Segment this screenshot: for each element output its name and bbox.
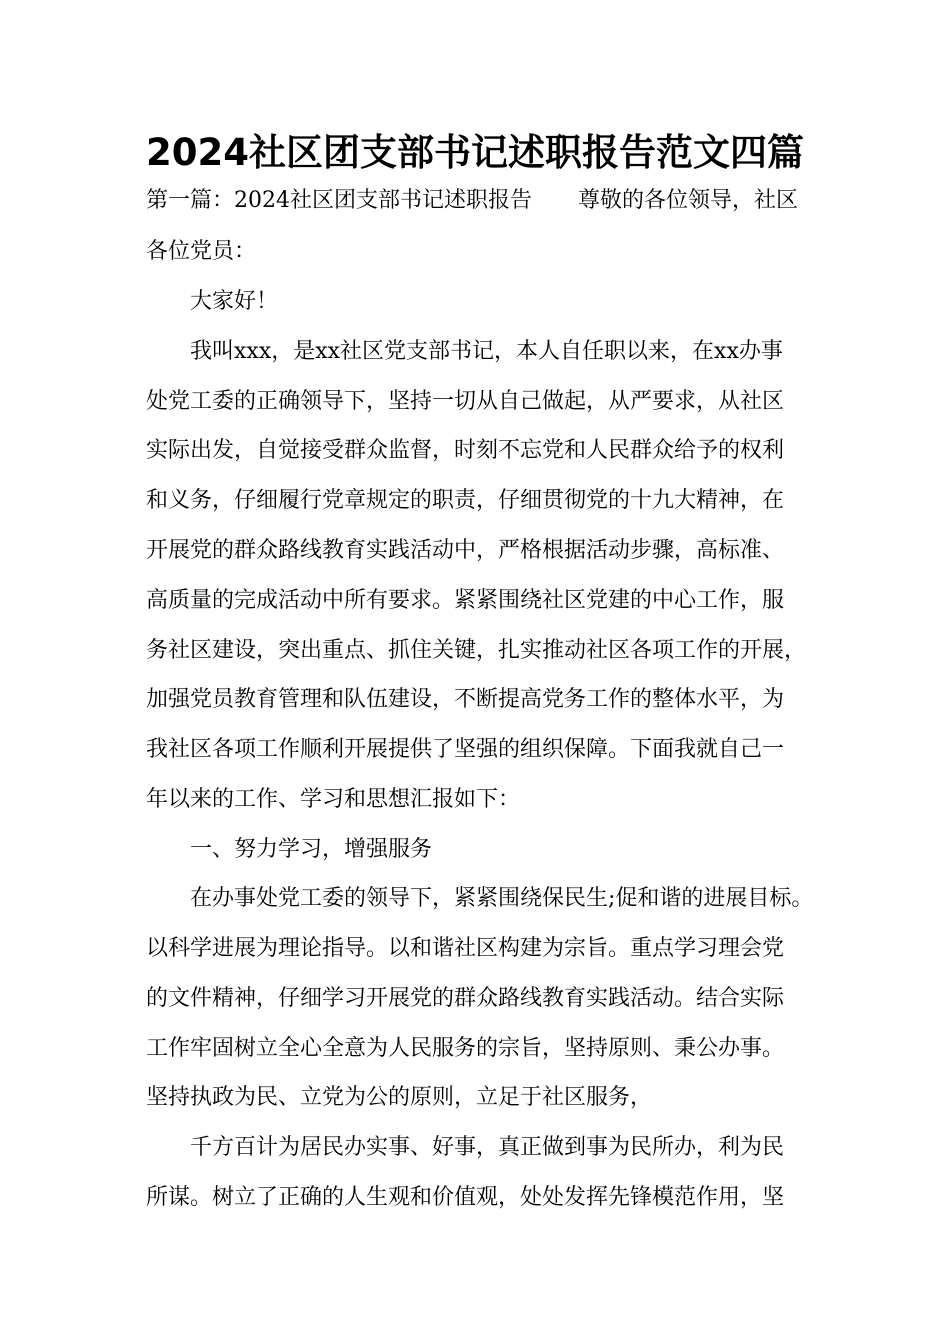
paragraph-line: 千方百计为居民办实事、好事，真正做到事为民所办，利为民 [190,1135,785,1160]
paragraph-line: 年以来的工作、学习和思想汇报如下： [146,787,521,812]
first-article-heading: 第一篇：2024社区团支部书记述职报告 [146,188,532,213]
paragraph-line: 坚持执政为民、立党为公的原则，立足于社区服务， [146,1085,653,1110]
paragraph-line: 我叫xxx，是xx社区党支部书记，本人自任职以来，在xx办事 [190,339,783,364]
paragraph-line: 加强党员教育管理和队伍建设，不断提高党务工作的整体水平，为 [146,687,785,712]
paragraph-line: 和义务，仔细履行党章规定的职责，仔细贯彻党的十九大精神，在 [146,488,785,513]
salutation-start: 尊敬的各位领导，社区 [578,188,799,213]
paragraph-line: 所谋。树立了正确的人生观和价值观，处处发挥先锋模范作用，坚 [146,1185,785,1210]
paragraph-line: 高质量的完成活动中所有要求。紧紧围绕社区党建的中心工作，服 [146,588,785,613]
paragraph-line: 我社区各项工作顺利开展提供了坚强的组织保障。下面我就自己一 [146,737,785,762]
greeting: 大家好！ [190,289,279,314]
paragraph-line: 开展党的群众路线教育实践活动中，严格根据活动步骤，高标准、 [146,538,785,563]
document-title: 2024社区团支部书记述职报告范文四篇 [146,131,804,174]
section-heading: 一、努力学习，增强服务 [190,837,433,862]
paragraph-line: 实际出发，自觉接受群众监督，时刻不忘党和人民群众给予的权利 [146,438,785,463]
paragraph-line: 在办事处党工委的领导下，紧紧围绕保民生;促和谐的进展目标。 [190,886,814,911]
text-line: 各位党员： [146,239,257,264]
paragraph-line: 以科学进展为理论指导。以和谐社区构建为宗旨。重点学习理会党 [146,936,785,961]
paragraph-line: 的文件精神，仔细学习开展党的群众路线教育实践活动。结合实际 [146,986,785,1011]
text-line [146,186,806,216]
paragraph-line: 工作牢固树立全心全意为人民服务的宗旨，坚持原则、秉公办事。 [146,1036,785,1061]
paragraph-line: 处党工委的正确领导下，坚持一切从自己做起，从严要求，从社区 [146,389,785,414]
paragraph-line: 务社区建设，突出重点、抓住关键，扎实推动社区各项工作的开展， [146,638,807,663]
